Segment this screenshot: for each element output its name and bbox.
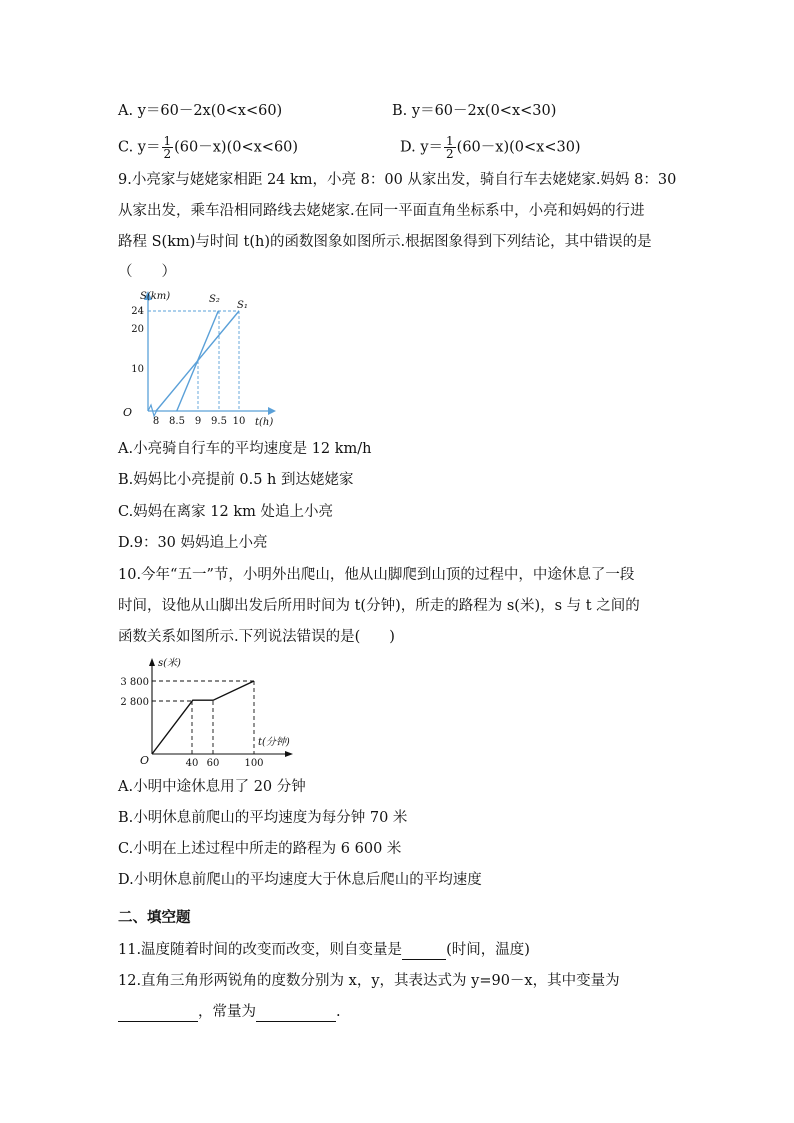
x-axis-arrow: [285, 751, 293, 757]
origin-label: O: [140, 754, 150, 767]
x-tick-label: 10: [232, 416, 246, 427]
option-q8-c-prefix: C. y＝: [118, 139, 161, 156]
y-tick-label: 24: [131, 306, 144, 317]
option-q8-b: B. y＝60－2x(0<x<30): [392, 103, 557, 119]
x-tick-label: 60: [206, 758, 220, 769]
x-tick-label: 40: [185, 758, 199, 769]
guide-lines: [148, 311, 239, 411]
y-tick-label: 10: [131, 364, 144, 375]
series-line-1: [152, 681, 254, 754]
option-q8-d-suffix: (60－x)(0<x<30): [456, 139, 581, 156]
q9-option-d: D.9：30 妈妈追上小亮: [118, 535, 268, 551]
q9-option-a: A.小亮骑自行车的平均速度是 12 km/h: [118, 441, 372, 457]
fraction-half: [162, 135, 174, 160]
q11-text: 11.温度随着时间的改变而改变，则自变量是: [118, 942, 403, 958]
series-label-s2: S₂: [209, 294, 220, 305]
fraction-numerator: 1: [446, 134, 454, 148]
x-tick-label: 100: [244, 758, 264, 769]
q11-answer-blank[interactable]: [402, 943, 446, 960]
section-heading: 二、填空题: [118, 909, 191, 926]
y-axis-label: s(米): [158, 658, 181, 669]
series-label-s1: S₁: [237, 300, 248, 311]
q9-stem-line-4: （ ）: [118, 264, 176, 280]
fraction-half: [444, 135, 456, 160]
q9-stem-line-1: 9.小亮家与姥姥家相距 24 km，小亮 8：00 从家出发，骑自行车去姥姥家.妈妈 8：30: [118, 172, 677, 188]
series-line-2: [177, 311, 219, 411]
q9-stem-line-2: 从家出发，乘车沿相同路线去姥姥家.在同一平面直角坐标系中，小亮和妈妈的行进: [118, 203, 645, 219]
q9-option-c: C.妈妈在离家 12 km 处追上小亮: [118, 504, 333, 520]
x-tick-label: 8.5: [169, 416, 185, 427]
q10-stem-line-2: 时间，设他从山脚出发后所用时间为 t(分钟)，所走的路程为 s(米)，s 与 t 之间的: [118, 598, 640, 614]
fraction-denominator: 2: [446, 147, 454, 161]
guide-lines: [152, 681, 254, 754]
q10-option-b: B.小明休息前爬山的平均速度为每分钟 70 米: [118, 810, 408, 826]
q10-option-a: A.小明中途休息用了 20 分钟: [118, 779, 306, 795]
q10-distance-time-graph: [118, 654, 308, 769]
q10-option-d: D.小明休息前爬山的平均速度大于休息后爬山的平均速度: [118, 872, 482, 888]
y-tick-label: 20: [131, 324, 144, 335]
fraction-numerator: 1: [163, 134, 172, 148]
q12-variable-blank[interactable]: [118, 1005, 198, 1022]
q11-hint: (时间，温度): [446, 942, 530, 958]
option-q8-c-suffix: (60－x)(0<x<60): [174, 139, 299, 156]
q12-end-text: .: [336, 1004, 341, 1020]
q12-mid-text: ，常量为: [198, 1004, 256, 1020]
x-axis-arrow: [268, 407, 276, 415]
q12-line-1: 12.直角三角形两锐角的度数分别为 x，y，其表达式为 y=90－x，其中变量为: [118, 973, 620, 989]
x-axis-label: t(分钟): [258, 737, 290, 748]
origin-label: O: [123, 406, 133, 419]
x-tick-label: 9.5: [211, 416, 227, 427]
option-q8-a: A. y＝60－2x(0<x<60): [118, 103, 283, 119]
q10-option-c: C.小明在上述过程中所走的路程为 6 600 米: [118, 841, 402, 857]
y-axis-label: S(km): [140, 291, 171, 302]
q9-stem-line-3: 路程 S(km)与时间 t(h)的函数图象如图所示.根据图象得到下列结论，其中错误的是: [118, 234, 652, 250]
q9-distance-time-graph: [118, 288, 283, 428]
x-tick-label: 8: [152, 416, 160, 427]
q10-stem-line-1: 10.今年“五一”节，小明外出爬山，他从山脚爬到山顶的过程中，中途休息了一段: [118, 567, 635, 583]
q11: [118, 940, 530, 960]
option-q8-d-prefix: D. y＝: [400, 139, 444, 156]
q10-stem-line-3: 函数关系如图所示.下列说法错误的是( ): [118, 629, 395, 645]
y-axis-arrow: [149, 658, 155, 666]
x-axis-label: t(h): [255, 417, 274, 428]
x-tick-label: 9: [194, 416, 202, 427]
fraction-denominator: 2: [163, 147, 172, 161]
y-tick-label: 3 800: [120, 677, 149, 688]
option-q8-d: [400, 135, 581, 160]
q12-constant-blank[interactable]: [256, 1005, 336, 1022]
option-q8-c: [118, 135, 298, 160]
y-tick-label: 2 800: [120, 697, 149, 708]
q9-option-b: B.妈妈比小亮提前 0.5 h 到达姥姥家: [118, 472, 354, 488]
q12-line-2: [118, 1002, 341, 1022]
